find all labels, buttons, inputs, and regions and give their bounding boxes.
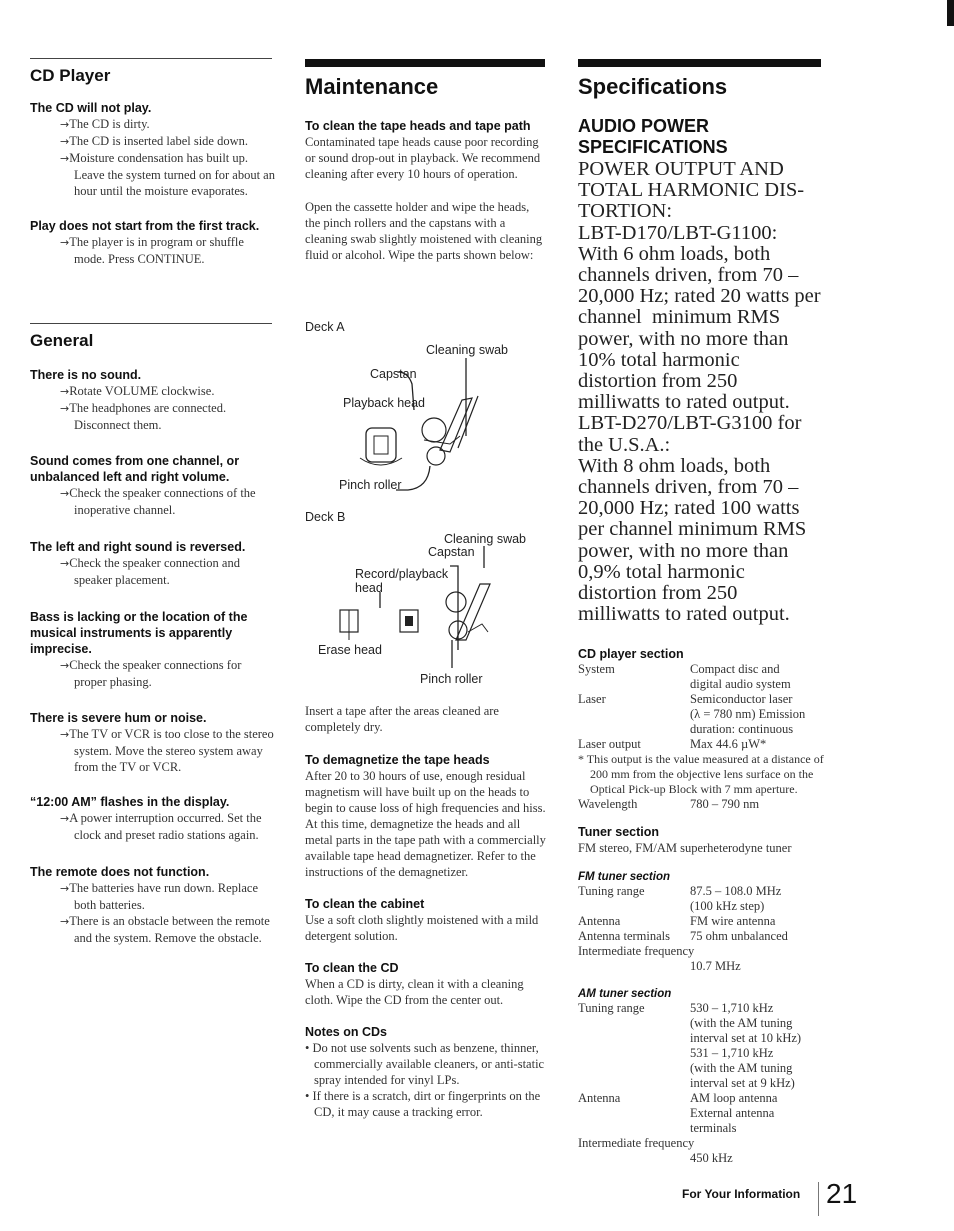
spec-key: Wavelength	[578, 797, 638, 812]
record-playback-head-label: Record/playback head	[355, 567, 449, 595]
troubleshoot-item	[30, 710, 275, 775]
spec-value: 780 – 790 nm	[690, 797, 760, 812]
footnote: * This output is the value measured at a distance of 200 mm from the objective lens surface on the Optical Pick-up Block with 7 mm aperture.	[578, 752, 824, 797]
spec-value: FM wire antenna	[690, 914, 776, 929]
deck-b-diagram	[300, 540, 550, 680]
playback-head-label: Playback head	[343, 396, 426, 410]
remedy-text: →Rotate VOLUME clockwise.	[60, 384, 215, 398]
divider	[30, 58, 272, 59]
spec-key	[578, 1031, 690, 1046]
spec-key	[578, 1061, 690, 1076]
paragraph: When a CD is dirty, clean it with a cleaning cloth. Wipe the CD from the center out.	[305, 977, 524, 1007]
troubleshoot-item	[30, 794, 275, 843]
paragraph: Open the cassette holder and wipe the heads, the pinch rollers and the capstans with a cleaning swab slightly moistened with cleaning fluid or alcohol. Wipe the parts shown below:	[305, 200, 543, 262]
problem-heading: “12:00 AM” flashes in the display.	[30, 795, 230, 809]
spec-key	[578, 707, 690, 722]
spec-line: channel minimum RMS	[578, 306, 781, 329]
spec-key	[578, 722, 690, 737]
spec-line: LBT-D170/LBT-G1100:	[578, 221, 778, 244]
spec-line: POWER OUTPUT AND	[578, 158, 784, 180]
subheading: To demagnetize the tape heads	[305, 753, 490, 767]
remedy-text: →Check the speaker connections of the inoperative channel.	[60, 486, 256, 517]
spec-key	[578, 677, 690, 692]
remedy-text: →Moisture condensation has built up. Leave the system turned on for about an hour until the moisture evaporates.	[60, 151, 275, 198]
deck-a-label: Deck A	[305, 320, 345, 334]
problem-heading: Play does not start from the first track.	[30, 219, 260, 233]
spec-key: Antenna	[578, 914, 621, 929]
spec-line: 10% total harmonic	[578, 348, 740, 371]
spec-key: Tuning range	[578, 1001, 645, 1016]
troubleshoot-item	[30, 453, 275, 518]
spec-key: Antenna	[578, 1091, 621, 1106]
divider	[30, 323, 272, 324]
section-title: CD Player	[30, 66, 111, 85]
spec-line: channels driven, from 70 –	[578, 476, 799, 499]
spec-value: Compact disc and	[690, 662, 780, 677]
spec-value: (with the AM tuning	[690, 1061, 793, 1076]
spec-value: terminals	[690, 1121, 737, 1136]
spec-line: distortion from 250	[578, 582, 738, 605]
arrow-icon: →	[60, 236, 70, 249]
spec-value: 75 ohm unbalanced	[690, 929, 788, 944]
arrow-icon: →	[60, 728, 70, 741]
paragraph: FM stereo, FM/AM superheterodyne tuner	[578, 841, 792, 856]
subheading: To clean the CD	[305, 961, 399, 975]
fm-spec-table	[578, 884, 788, 944]
specifications-section	[578, 74, 838, 1166]
capstan-label: Capstan	[370, 367, 417, 381]
page-title: Maintenance	[305, 74, 439, 99]
spec-line: per channel minimum RMS	[578, 518, 807, 541]
spec-line: With 6 ohm loads, both	[578, 242, 771, 265]
footer-label: For Your Information	[682, 1187, 801, 1201]
subheading: CD player section	[578, 647, 684, 662]
spec-value: Semiconductor laser	[690, 692, 793, 707]
page-title: Specifications	[578, 74, 728, 99]
troubleshoot-item	[30, 864, 275, 946]
paragraph: Insert a tape after the areas cleaned are completely dry.	[305, 704, 499, 734]
arrow-icon: →	[60, 882, 70, 895]
spec-value: 87.5 – 108.0 MHz	[690, 884, 782, 899]
deck-b-label: Deck B	[305, 510, 346, 524]
spec-line: milliwatts to rated output.	[578, 391, 790, 414]
spec-line: 20,000 Hz; rated 100 watts	[578, 497, 800, 520]
problem-heading: Sound comes from one channel, or unbalanced left and right volume.	[30, 454, 240, 484]
remedy-text: →There is an obstacle between the remote and the system. Remove the obstacle.	[60, 914, 270, 945]
arrow-icon: →	[60, 915, 70, 928]
remedy-text: →A power interruption occurred. Set the clock and preset radio stations again.	[60, 811, 262, 842]
section-title: General	[30, 331, 94, 350]
troubleshoot-item	[30, 609, 275, 690]
problem-heading: The CD will not play.	[30, 101, 152, 115]
remedy-text: →The batteries have run down. Replace both batteries.	[60, 881, 259, 912]
subheading: FM tuner section	[578, 871, 671, 884]
audio-heading: AUDIO POWER SPECIFICATIONS	[578, 116, 728, 157]
erase-head-label: Erase head	[318, 643, 382, 657]
maintenance-section	[305, 74, 547, 263]
spec-line: 20,000 Hz; rated 20 watts per	[578, 285, 821, 308]
arrow-icon: →	[60, 118, 70, 131]
problem-heading: The left and right sound is reversed.	[30, 540, 246, 554]
spec-line: channels driven, from 70 –	[578, 264, 799, 287]
pinch-roller-label: Pinch roller	[420, 672, 483, 686]
edge-mark	[947, 0, 954, 26]
troubleshoot-item	[30, 539, 275, 588]
paragraph: After 20 to 30 hours of use, enough residual magnetism will have built up on the heads to begin to cause loss of high frequencies and hiss. At this time, demagnetize the heads and all metal parts in the tape path with a commercially available tape head demagnetizer. Refer to the instructions of the demagnetizer.	[305, 769, 546, 879]
spec-value: Max 44.6 µW*	[690, 737, 767, 752]
spec-value: interval set at 9 kHz)	[690, 1076, 795, 1091]
problem-heading: There is severe hum or noise.	[30, 711, 207, 725]
title-rule	[578, 59, 821, 67]
subheading: To clean the cabinet	[305, 897, 425, 911]
arrow-icon: →	[60, 812, 70, 825]
arrow-icon: →	[60, 487, 70, 500]
spec-value: (λ = 780 nm) Emission	[690, 707, 806, 722]
pinch-roller-label: Pinch roller	[339, 478, 402, 492]
spec-line: power, with no more than	[578, 327, 789, 350]
capstan-label: Capstan	[428, 545, 475, 559]
problem-heading: Bass is lacking or the location of the musical instruments is apparently imprecise.	[30, 610, 248, 656]
troubleshoot-item	[30, 218, 275, 267]
list-item: • Do not use solvents such as benzene, thinner, commercially available cleaners, or anti-static spray intended for vinyl LPs.	[305, 1041, 545, 1087]
arrow-icon: →	[60, 152, 70, 165]
spec-value: 531 – 1,710 kHz	[690, 1046, 774, 1061]
spec-line: With 8 ohm loads, both	[578, 454, 771, 477]
spec-value: 10.7 MHz	[690, 959, 741, 974]
spec-key: Tuning range	[578, 884, 645, 899]
list-item: • If there is a scratch, dirt or fingerprints on the CD, it may cause a tracking error.	[305, 1089, 541, 1119]
spec-value: (100 kHz step)	[690, 899, 765, 914]
spec-line: milliwatts to rated output.	[578, 603, 790, 626]
remedy-text: →The player is in program or shuffle mode. Press CONTINUE.	[60, 235, 244, 266]
paragraph: Use a soft cloth slightly moistened with a mild detergent solution.	[305, 913, 539, 943]
spec-key	[578, 1016, 690, 1031]
remedy-text: →The CD is dirty.	[60, 117, 150, 131]
spec-key	[578, 899, 690, 914]
remedy-text: →The CD is inserted label side down.	[60, 134, 249, 148]
spec-key	[578, 1106, 690, 1121]
spec-line: TOTAL HARMONIC DIS-	[578, 179, 805, 202]
page-number: 21	[826, 1178, 858, 1209]
spec-value: AM loop antenna	[690, 1091, 778, 1106]
spec-key: Antenna terminals	[578, 929, 670, 944]
spec-line: power, with no more than	[578, 539, 789, 562]
spec-key: Intermediate frequency	[578, 944, 695, 959]
subheading: Tuner section	[578, 825, 660, 840]
spec-key: Intermediate frequency	[578, 1136, 695, 1151]
deck-a-diagram	[300, 340, 550, 500]
notes-list	[305, 1040, 550, 1120]
spec-line: distortion from 250	[578, 370, 738, 393]
cd-player-section	[30, 66, 275, 283]
troubleshoot-item	[30, 100, 275, 199]
cleaning-swab-label: Cleaning swab	[426, 343, 508, 357]
spec-key	[578, 1046, 690, 1061]
maintenance-continued	[305, 703, 550, 1120]
subheading: AM tuner section	[578, 988, 672, 1001]
spec-value: (with the AM tuning	[690, 1016, 793, 1031]
wavelength-row	[578, 797, 759, 812]
spec-key	[578, 1076, 690, 1091]
title-rule	[305, 59, 545, 67]
arrow-icon: →	[60, 385, 70, 398]
remedy-text: →The TV or VCR is too close to the stereo system. Move the stereo system away from the TV or VCR.	[60, 727, 274, 774]
spec-value: 450 kHz	[690, 1151, 733, 1166]
spec-value: External antenna	[690, 1106, 775, 1121]
remedy-text: →Check the speaker connections for proper phasing.	[60, 658, 242, 689]
spec-value: 530 – 1,710 kHz	[690, 1001, 774, 1016]
spec-value: digital audio system	[690, 677, 791, 692]
spec-value: duration: continuous	[690, 722, 794, 737]
problem-heading: There is no sound.	[30, 368, 142, 382]
subheading: Notes on CDs	[305, 1025, 387, 1039]
spec-line: 0,9% total harmonic	[578, 560, 745, 583]
remedy-text: →Check the speaker connection and speaker placement.	[60, 556, 240, 587]
spec-key: System	[578, 662, 615, 677]
power-output-text	[578, 159, 838, 625]
footer-divider	[818, 1182, 819, 1216]
subheading: To clean the tape heads and tape path	[305, 119, 531, 133]
cd-spec-table	[578, 662, 805, 752]
cleaning-swab-label: Cleaning swab	[444, 532, 526, 546]
spec-key	[578, 1121, 690, 1136]
spec-line: TORTION:	[578, 200, 673, 223]
arrow-icon: →	[60, 659, 70, 672]
spec-line: LBT-D270/LBT-G3100 for	[578, 412, 802, 435]
am-spec-table	[578, 1001, 801, 1136]
spec-line: the U.S.A.:	[578, 433, 671, 456]
problem-heading: The remote does not function.	[30, 865, 210, 879]
arrow-icon: →	[60, 557, 70, 570]
arrow-icon: →	[60, 402, 70, 415]
remedy-text: →The headphones are connected. Disconnect them.	[60, 401, 227, 432]
spec-key: Laser	[578, 692, 606, 707]
spec-value: interval set at 10 kHz)	[690, 1031, 802, 1046]
paragraph: Contaminated tape heads cause poor recording or sound drop-out in playback. We recommend cleaning after every 10 hours of operation.	[305, 135, 541, 181]
general-section	[30, 331, 275, 962]
troubleshoot-item	[30, 367, 275, 433]
arrow-icon: →	[60, 135, 70, 148]
spec-key: Laser output	[578, 737, 641, 752]
